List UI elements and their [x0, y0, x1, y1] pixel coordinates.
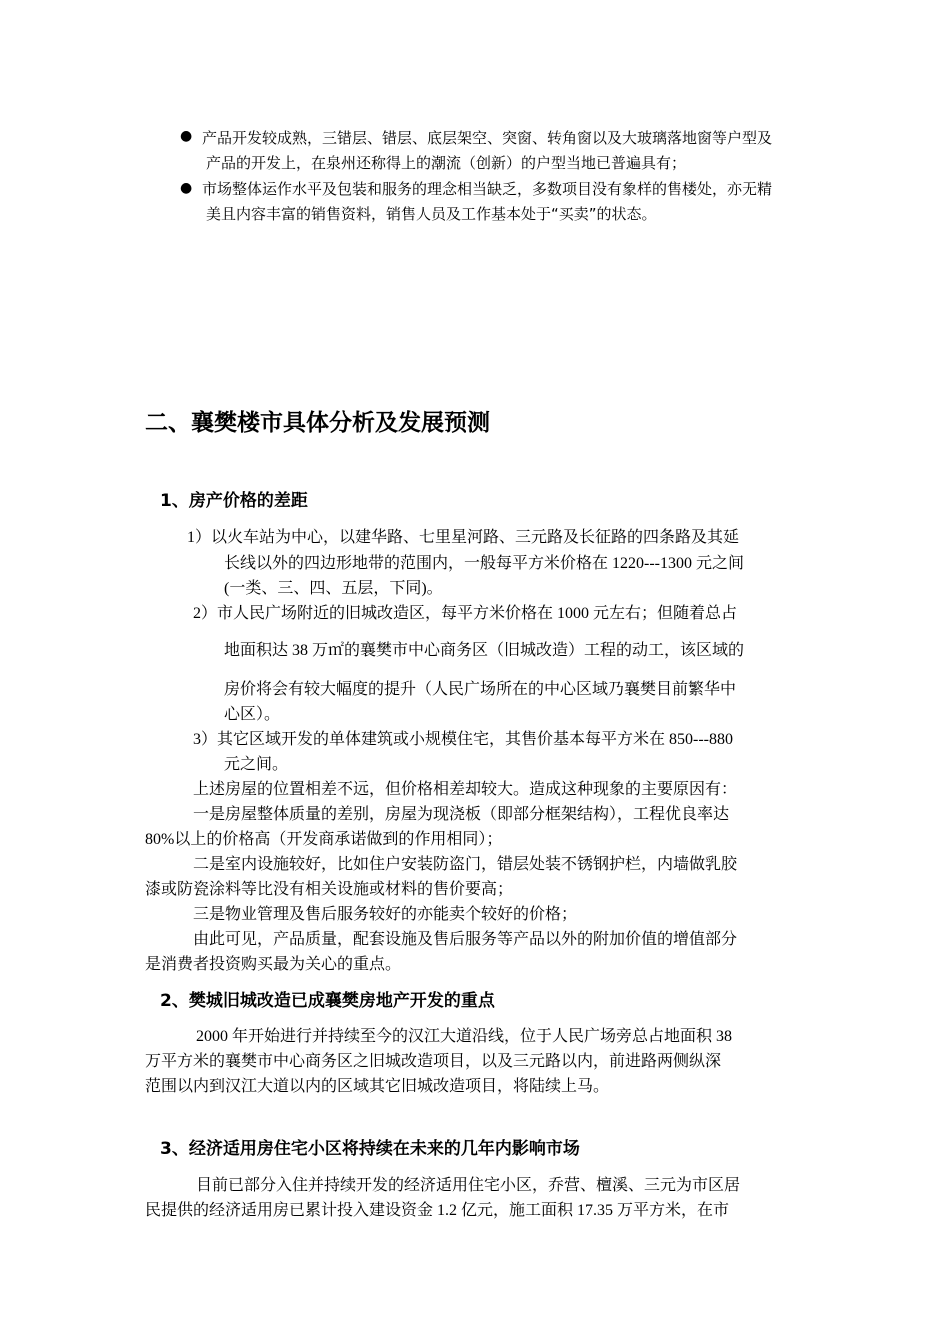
paragraph-2-line-2: 80%以上的价格高（开发商承诺做到的作用相同）； [145, 831, 503, 848]
item-1-line-3: (一类、三、四、五层，下同)。 [224, 580, 443, 597]
item-2-line-1: 2）市人民广场附近的旧城改造区，每平方米价格在 1000 元左右；但随着总占 [193, 605, 738, 622]
item-3-line-2: 元之间。 [224, 756, 289, 773]
paragraph-3-line-2: 漆或防瓷涂料等比没有相关设施或材料的售价要高； [145, 881, 514, 898]
item-1-line-2: 长线以外的四边形地带的范围内，一般每平方米价格在 1220---1300 元之间 [224, 555, 744, 572]
subsection-2-line-3: 范围以内到汉江大道以内的区域其它旧城改造项目，将陆续上马。 [145, 1078, 610, 1095]
bullet-2-line-1: 市场整体运作水平及包装和服务的理念相当缺乏，多数项目没有象样的售楼处，亦无精 [202, 180, 773, 198]
subsection-2-line-2: 万平方米的襄樊市中心商务区之旧城改造项目，以及三元路以内，前进路两侧纵深 [145, 1053, 722, 1070]
paragraph-2-line-1: 一是房屋整体质量的差别，房屋为现浇板（即部分框架结构），工程优良率达 [193, 806, 730, 823]
bullet-marker: ● [180, 128, 193, 144]
paragraph-5-line-2: 是消费者投资购买最为关心的重点。 [145, 956, 402, 973]
bullet-2-line-2: 美且内容丰富的销售资料，销售人员及工作基本处于“买卖”的状态。 [206, 205, 657, 223]
item-3-line-1: 3）其它区域开发的单体建筑或小规模住宅，其售价基本每平方米在 850---880 [193, 731, 733, 748]
bullet-1-line-2: 产品的开发上，在泉州还称得上的潮流（创新）的户型当地已普遍具有； [206, 154, 687, 172]
subsection-3-line-1: 目前已部分入住并持续开发的经济适用住宅小区，乔营、檀溪、三元为市区居 [196, 1177, 741, 1194]
section-heading: 二、襄樊楼市具体分析及发展预测 [145, 410, 490, 436]
paragraph-4: 三是物业管理及售后服务较好的亦能卖个较好的价格； [193, 906, 578, 923]
item-2-line-4: 心区）。 [224, 706, 281, 723]
item-2-line-3: 房价将会有较大幅度的提升（人民广场所在的中心区域乃襄樊目前繁华中 [224, 681, 737, 698]
subsection-1-heading: 1、房产价格的差距 [160, 491, 308, 511]
item-1-line-1: 1）以火车站为中心，以建华路、七里星河路、三元路及长征路的四条路及其延 [187, 529, 740, 546]
bullet-marker: ● [180, 180, 193, 196]
subsection-3-heading: 3、经济适用房住宅小区将持续在未来的几年内影响市场 [160, 1139, 580, 1159]
subsection-2-heading: 2、樊城旧城改造已成襄樊房地产开发的重点 [160, 991, 495, 1011]
bullet-1-line-1: 产品开发较成熟，三错层、错层、底层架空、突窗、转角窗以及大玻璃落地窗等户型及 [202, 129, 773, 147]
paragraph-3-line-1: 二是室内设施较好，比如住户安装防盗门，错层处装不锈钢护栏，内墙做乳胶 [193, 856, 738, 873]
item-2-line-2: 地面积达 38 万㎡的襄樊市中心商务区（旧城改造）工程的动工，该区域的 [224, 642, 745, 659]
paragraph-5-line-1: 由此可见，产品质量，配套设施及售后服务等产品以外的附加价值的增值部分 [193, 931, 738, 948]
subsection-2-line-1: 2000 年开始进行并持续至今的汉江大道沿线，位于人民广场旁总占地面积 38 [196, 1028, 733, 1045]
subsection-3-line-2: 民提供的经济适用房已累计投入建设资金 1.2 亿元，施工面积 17.35 万平方米，在市 [145, 1202, 730, 1219]
paragraph-1: 上述房屋的位置相差不远，但价格相差却较大。造成这种现象的主要原因有： [193, 781, 738, 798]
